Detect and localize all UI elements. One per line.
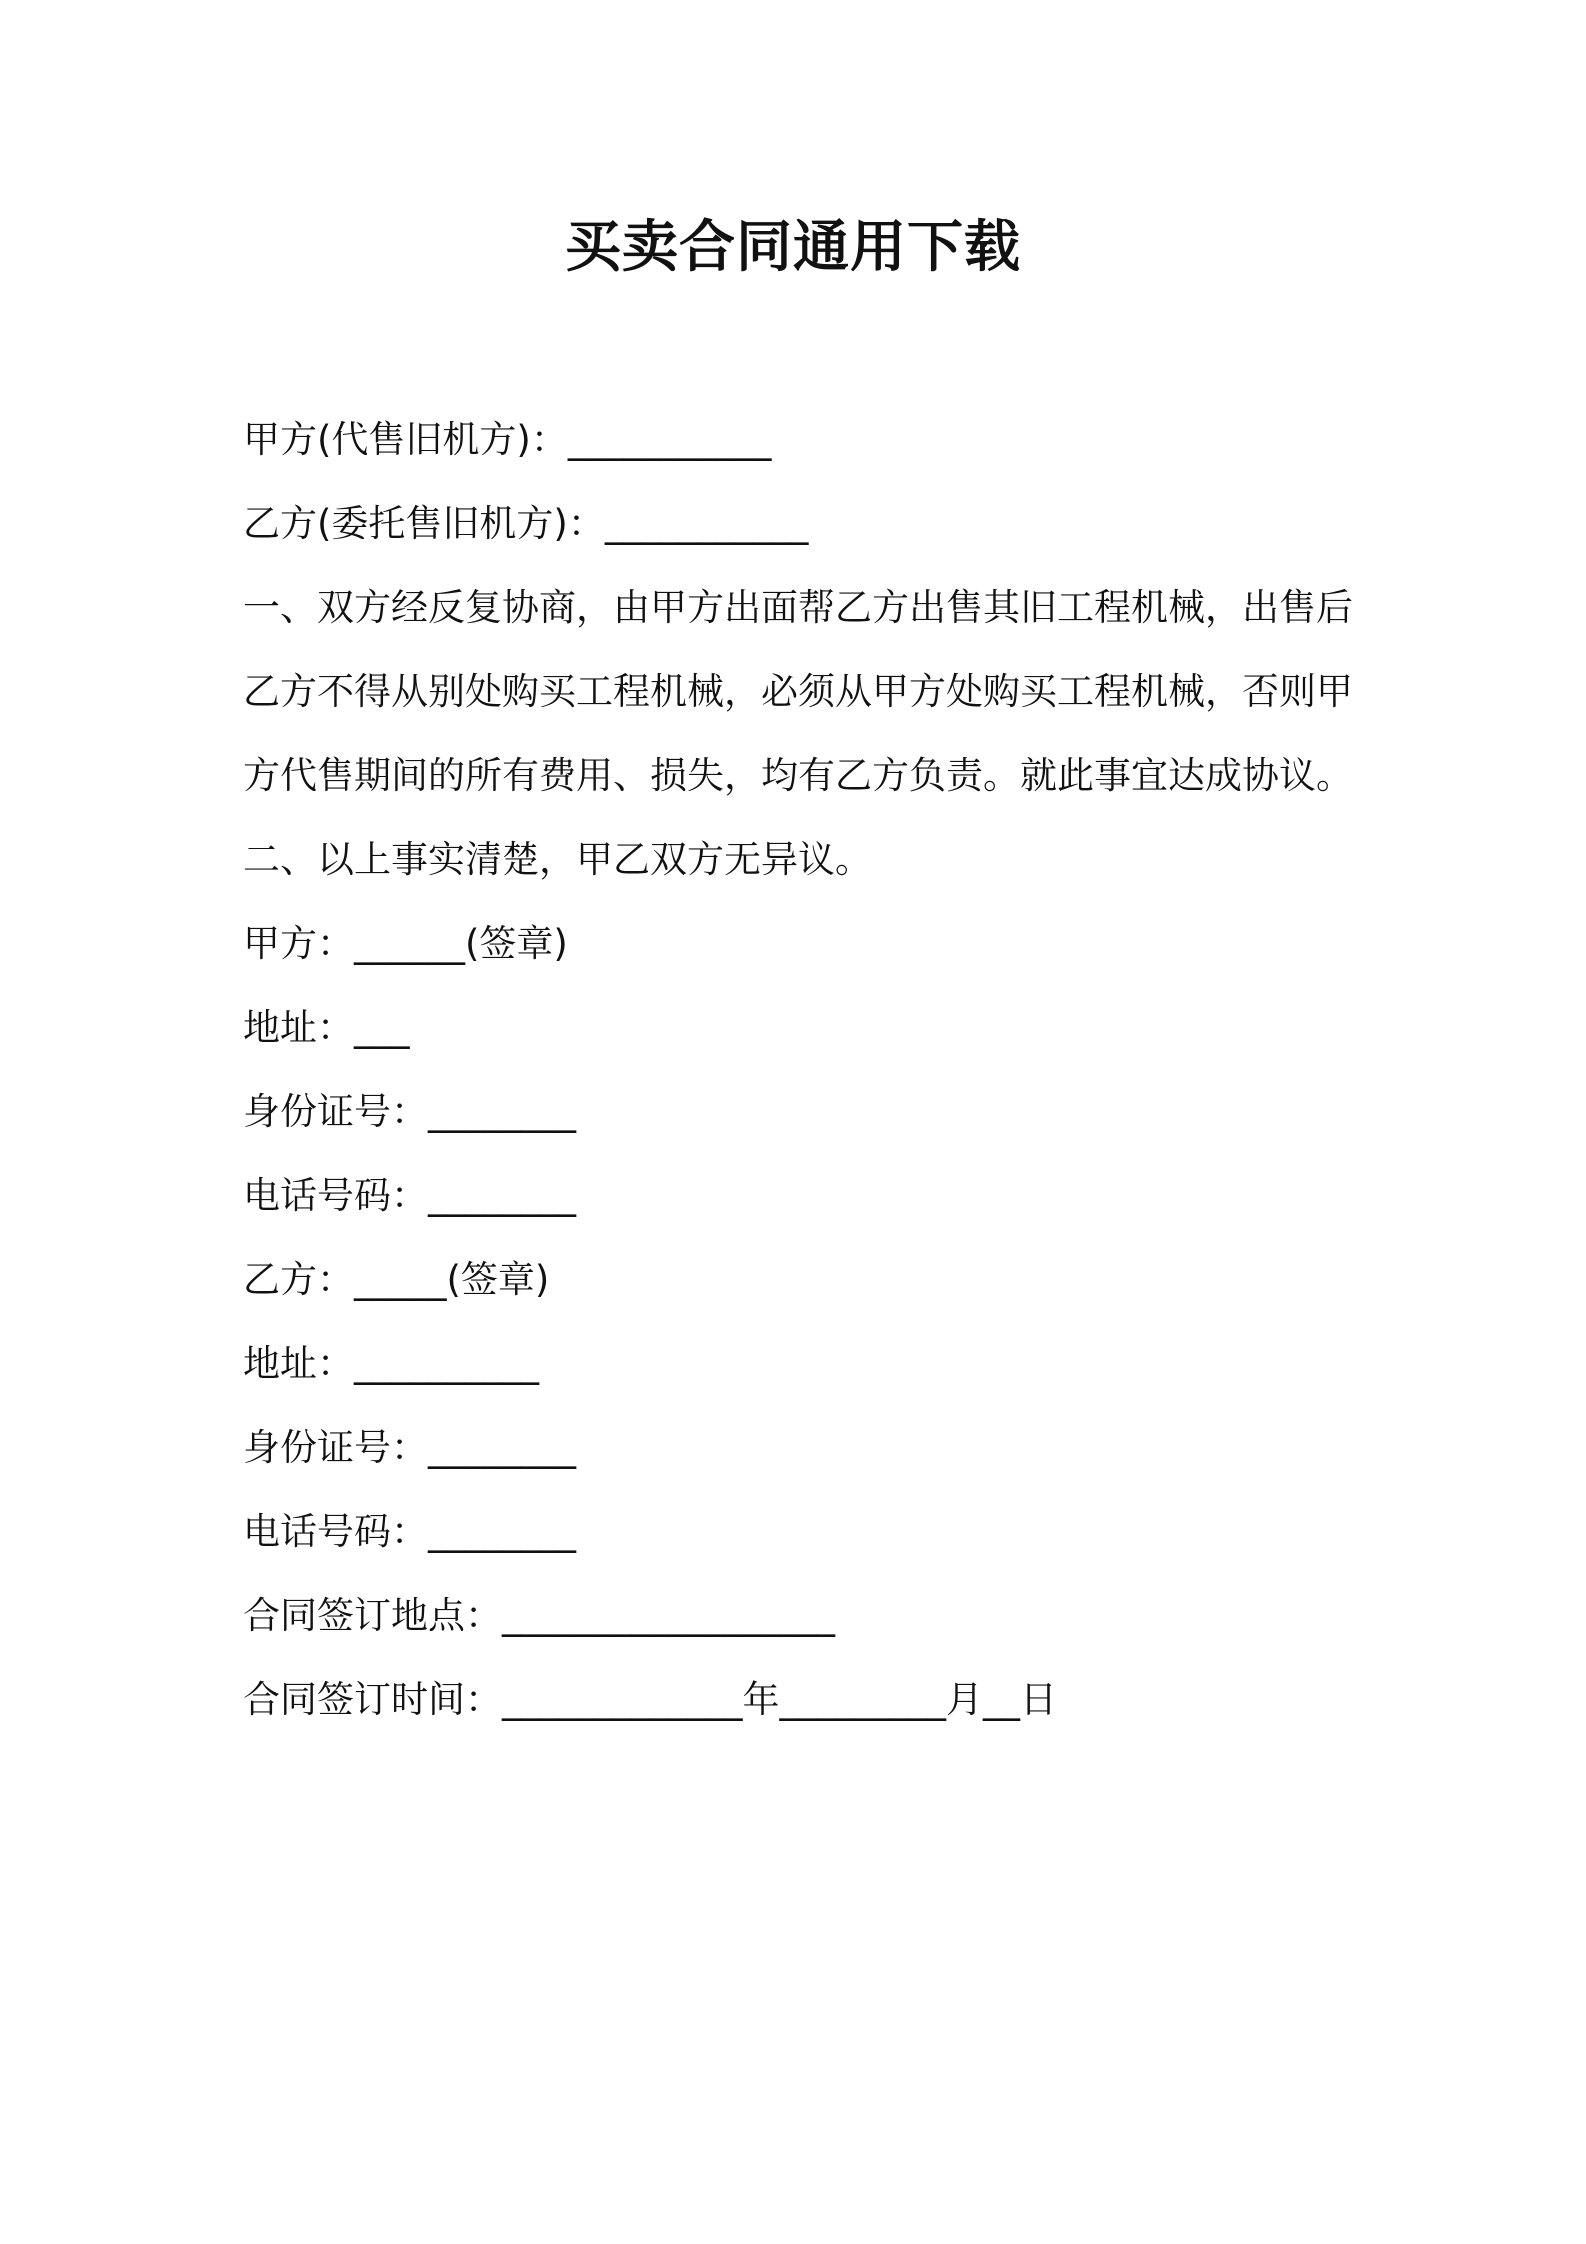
contract-sign-time: 合同签订时间：_____________年_________月__日 — [243, 1678, 1057, 1721]
party-b-id-number: 身份证号：________ — [243, 1426, 576, 1469]
clause-2: 二、以上事实清楚，甲乙双方无异议。 — [243, 838, 872, 881]
party-a-address: 地址：___ — [243, 1006, 410, 1049]
document-title: 买卖合同通用下载 — [565, 215, 1021, 280]
document-body — [243, 398, 1363, 1742]
clause-1-line-2: 乙方不得从别处购买工程机械，必须从甲方处购买工程机械，否则甲 — [243, 670, 1353, 713]
clause-1-line-3: 方代售期间的所有费用、损失，均有乙方负责。就此事宜达成协议。 — [243, 754, 1353, 797]
clause-1-line-1: 一、双方经反复协商，由甲方出面帮乙方出售其旧工程机械，出售后 — [243, 586, 1353, 629]
party-a-phone: 电话号码：________ — [243, 1174, 576, 1217]
contract-sign-place: 合同签订地点：__________________ — [243, 1594, 835, 1637]
party-b-address: 地址：__________ — [243, 1342, 539, 1385]
party-a-sign: 甲方：______(签章) — [243, 922, 568, 965]
party-a-header: 甲方(代售旧机方)：___________ — [243, 418, 772, 461]
party-b-phone: 电话号码：________ — [243, 1510, 576, 1553]
party-b-sign: 乙方：_____(签章) — [243, 1258, 550, 1301]
party-a-id-number: 身份证号：________ — [243, 1090, 576, 1133]
party-b-header: 乙方(委托售旧机方)：___________ — [243, 502, 809, 545]
